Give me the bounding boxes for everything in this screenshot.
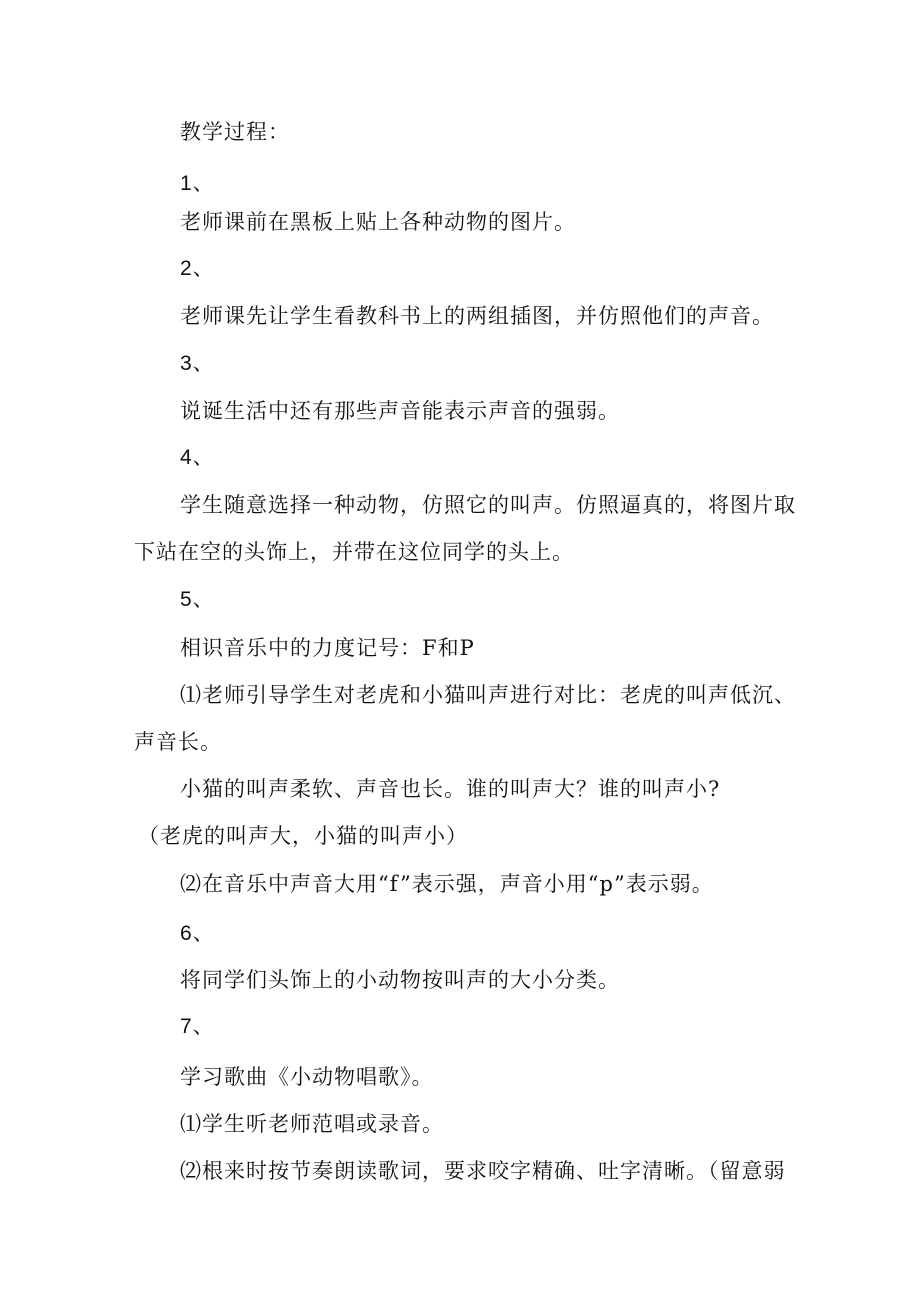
step-5-text: 相识音乐中的力度记号：F和P: [180, 636, 475, 660]
step-5-sub-2: ⑵在音乐中声音大用“f”表示强，声音小用“p”表示弱。: [180, 872, 714, 896]
step-7-number: 7、: [180, 1015, 215, 1038]
step-3-number: 3、: [180, 352, 215, 375]
step-1-number: 1、: [180, 172, 215, 195]
step-5-sub-1-line-3: 小猫的叫声柔软、声音也长。谁的叫声大？谁的叫声小?: [180, 777, 721, 801]
step-6-number: 6、: [180, 922, 215, 945]
step-1-text: 老师课前在黑板上贴上各种动物的图片。: [180, 210, 576, 234]
step-6-text: 将同学们头饰上的小动物按叫声的大小分类。: [180, 968, 620, 992]
step-2-text: 老师课先让学生看教科书上的两组插图，并仿照他们的声音。: [180, 304, 774, 328]
step-3-text: 说诞生活中还有那些声音能表示声音的强弱。: [180, 399, 620, 423]
step-5-sub-1-line-2: 声音长。: [134, 730, 222, 754]
step-7-sub-1: ⑴学生听老师范唱或录音。: [180, 1112, 444, 1136]
step-5-sub-1-line-4: （老虎的叫声大，小猫的叫声小）: [138, 824, 468, 848]
step-4-number: 4、: [180, 446, 215, 469]
step-7-sub-2: ⑵根来时按节奏朗读歌词，要求咬字精确、吐字清晰。（留意弱: [180, 1159, 786, 1183]
step-2-number: 2、: [180, 257, 215, 280]
section-heading: 教学过程：: [180, 120, 290, 144]
step-4-text-line-1: 学生随意选择一种动物，仿照它的叫声。仿照逼真的，将图片取: [180, 493, 796, 517]
step-5-sub-1-line-1: ⑴老师引导学生对老虎和小猫叫声进行对比：老虎的叫声低沉、: [180, 683, 796, 707]
step-5-number: 5、: [180, 588, 215, 611]
step-4-text-line-2: 下站在空的头饰上，并带在这位同学的头上。: [134, 540, 574, 564]
step-7-text: 学习歌曲《小动物唱歌》。: [180, 1065, 434, 1089]
